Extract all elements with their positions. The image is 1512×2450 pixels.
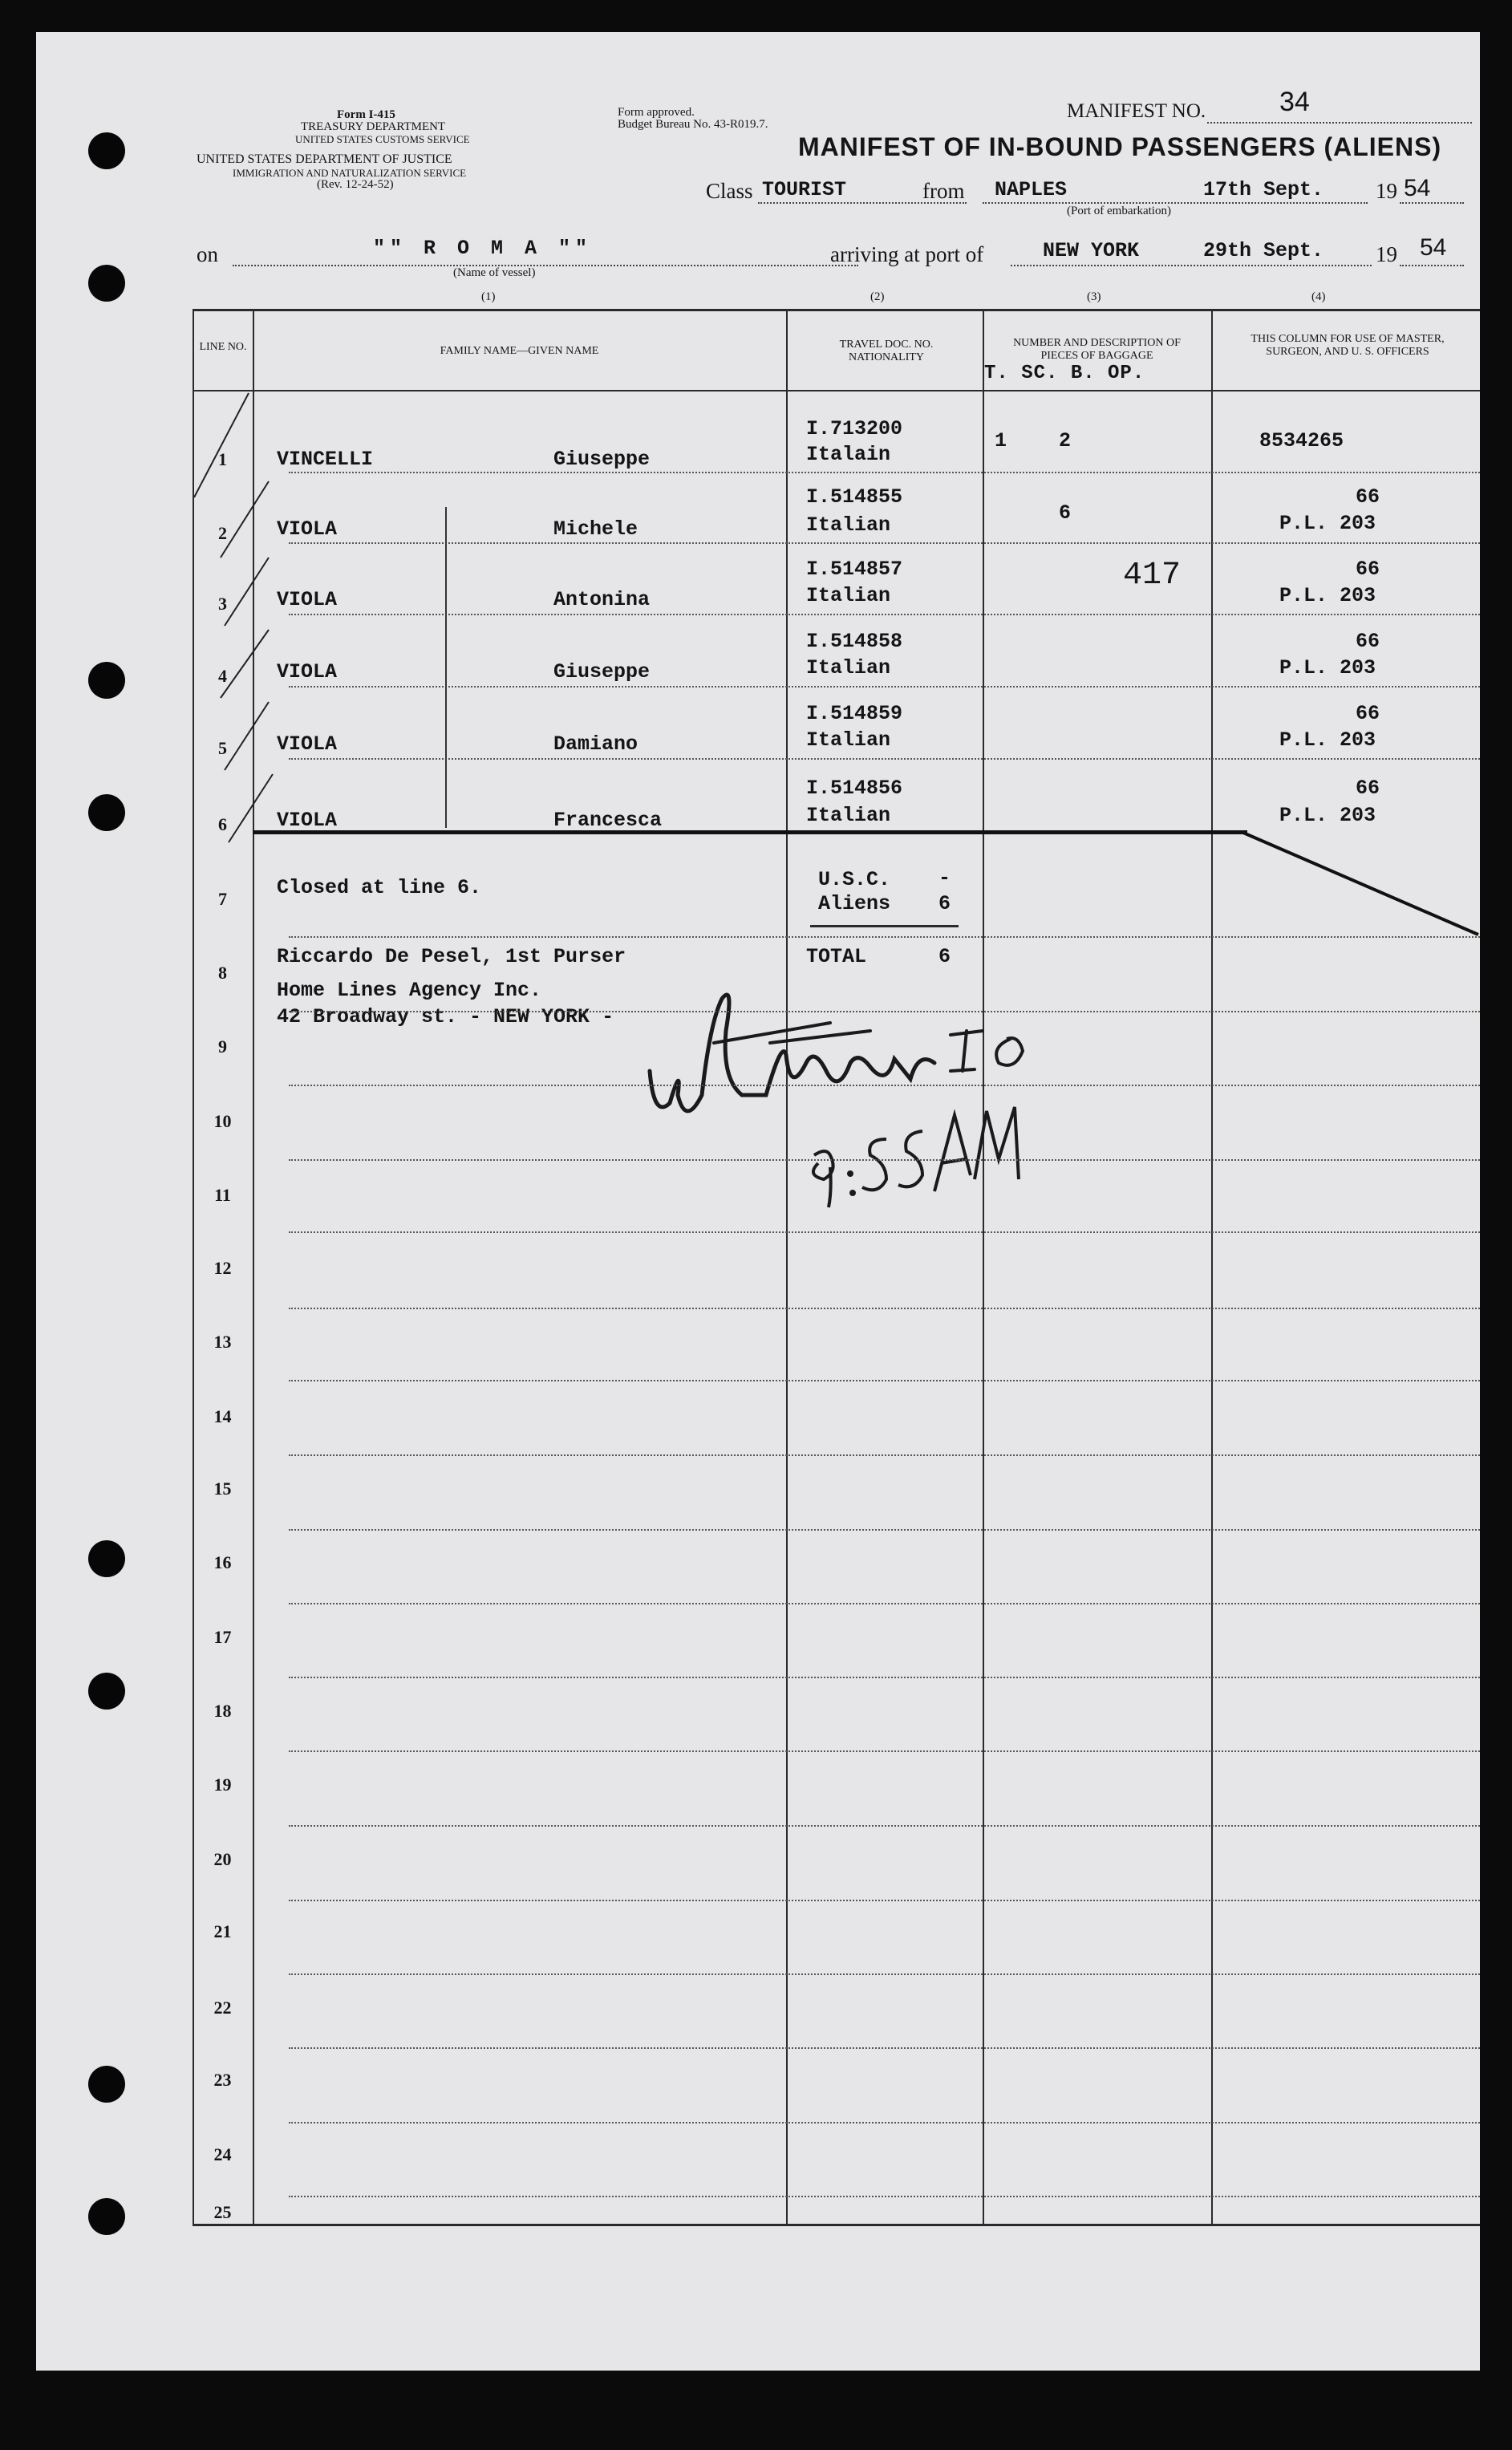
usc-label: U.S.C. <box>818 868 891 891</box>
agency: Home Lines Agency Inc. <box>277 979 542 1002</box>
line-no-header: LINE NO. <box>199 341 247 353</box>
class-label: Class <box>706 179 753 203</box>
line-number: 9 <box>218 1036 227 1057</box>
nationality: Italian <box>806 804 891 827</box>
officer-note-pl: P.L. 203 <box>1279 804 1376 827</box>
line-number: 8 <box>218 963 227 983</box>
officer-note: 66 <box>1356 630 1380 653</box>
officer-note-pl: P.L. 203 <box>1279 584 1376 607</box>
col-num-4: (4) <box>1311 290 1326 303</box>
arrival-port: NEW YORK <box>1043 239 1140 262</box>
line-number: 6 <box>218 814 227 834</box>
line-number: 10 <box>213 1111 232 1131</box>
immigration-service: IMMIGRATION AND NATURALIZATION SERVICE <box>233 167 467 179</box>
officer-note: 66 <box>1356 558 1380 581</box>
officer-note: 66 <box>1356 702 1380 725</box>
nationality: Italian <box>806 584 891 607</box>
travel-doc-no: I.514859 <box>806 702 903 725</box>
baggage-sc: 2 <box>1059 429 1072 452</box>
baggage-subheader: T. SC. B. OP. <box>984 363 1145 384</box>
line-number: 5 <box>218 738 227 758</box>
line-number: 4 <box>218 666 227 686</box>
manifest-number: 34 <box>1279 87 1310 117</box>
total-label: TOTAL <box>806 945 867 968</box>
baggage-header: NUMBER AND DESCRIPTION OF PIECES OF BAGGAGE <box>1013 337 1181 362</box>
vessel-label: (Name of vessel) <box>453 266 536 279</box>
on-label: on <box>197 242 218 266</box>
travel-doc-no: I.514856 <box>806 777 903 800</box>
budget-bureau: Budget Bureau No. 43-R019.7. <box>618 118 768 131</box>
travel-doc-no: I.713200 <box>806 417 903 440</box>
closed-at-line: Closed at line 6. <box>277 876 482 899</box>
line-number: 25 <box>213 2202 232 2222</box>
baggage-t: 1 <box>995 429 1007 452</box>
stamp-417: 417 <box>1123 558 1182 594</box>
form-revision: (Rev. 12-24-52) <box>317 178 394 191</box>
officer-note: 66 <box>1356 777 1380 800</box>
given-name: Giuseppe <box>553 660 651 683</box>
col-num-2: (2) <box>870 290 885 303</box>
baggage-sc: 6 <box>1059 501 1072 525</box>
nationality: Italian <box>806 728 891 752</box>
line-number: 3 <box>218 594 227 614</box>
line-number: 23 <box>213 2070 232 2090</box>
nationality: Italian <box>806 656 891 679</box>
line-number: 7 <box>218 889 227 909</box>
line-number: 16 <box>213 1552 232 1572</box>
manifest-sheet <box>36 32 1480 2371</box>
line-number: 14 <box>213 1406 232 1426</box>
given-name: Antonina <box>553 588 651 611</box>
line-number: 12 <box>213 1258 232 1278</box>
given-name: Damiano <box>553 732 638 756</box>
officers-header: THIS COLUMN FOR USE OF MASTER, SURGEON, AND U. S. OFFICERS <box>1251 333 1445 358</box>
family-name: VIOLA <box>277 809 338 832</box>
line-number: 22 <box>213 1998 232 2018</box>
line-number: 1 <box>218 449 227 469</box>
year-prefix: 19 <box>1376 179 1397 203</box>
line-number: 18 <box>213 1701 232 1721</box>
officer-note: 66 <box>1356 485 1380 509</box>
line-number: 19 <box>213 1775 232 1795</box>
family-name: VINCELLI <box>277 448 374 471</box>
given-name: Giuseppe <box>553 448 651 471</box>
vessel-name: "" R O M A "" <box>373 237 593 260</box>
family-name: VIOLA <box>277 588 338 611</box>
given-name: Francesca <box>553 809 663 832</box>
nationality: Italian <box>806 513 891 537</box>
officer-note: 8534265 <box>1259 429 1344 452</box>
name-header: FAMILY NAME—GIVEN NAME <box>440 345 599 357</box>
given-name: Michele <box>553 517 638 541</box>
justice-dept: UNITED STATES DEPARTMENT OF JUSTICE <box>197 152 452 166</box>
treasury-dept: TREASURY DEPARTMENT <box>301 120 446 133</box>
form-approved: Form approved. <box>618 106 695 119</box>
officer-note-pl: P.L. 203 <box>1279 512 1376 535</box>
form-number: Form I-415 <box>337 108 395 121</box>
nationality: Italain <box>806 443 891 466</box>
arrival-date: 29th Sept. <box>1203 239 1324 262</box>
col-num-1: (1) <box>481 290 496 303</box>
port-of-embarkation-label: (Port of embarkation) <box>1067 205 1171 217</box>
line-number: 15 <box>213 1479 232 1499</box>
usc-value: - <box>938 866 951 890</box>
purser: Riccardo De Pesel, 1st Purser <box>277 945 626 968</box>
line-number: 11 <box>214 1185 231 1205</box>
travel-doc-header: TRAVEL DOC. NO. NATIONALITY <box>839 339 934 363</box>
year-value: 54 <box>1404 175 1431 201</box>
from-label: from <box>922 179 965 203</box>
line-number: 21 <box>213 1921 232 1941</box>
class-value: TOURIST <box>762 178 847 201</box>
aliens-value: 6 <box>938 892 951 915</box>
year2-prefix: 19 <box>1376 242 1397 266</box>
embarkation-port: NAPLES <box>995 178 1068 201</box>
col-num-3: (3) <box>1087 290 1101 303</box>
check-marks <box>36 32 1480 2371</box>
aliens-label: Aliens <box>818 892 891 915</box>
page-title: MANIFEST OF IN-BOUND PASSENGERS (ALIENS) <box>798 132 1442 161</box>
customs-service: UNITED STATES CUSTOMS SERVICE <box>295 133 470 145</box>
travel-doc-no: I.514857 <box>806 558 903 581</box>
line-number: 13 <box>213 1332 232 1352</box>
line-number: 2 <box>218 523 227 543</box>
agency-address: 42 Broadway st. - NEW YORK - <box>277 1005 614 1028</box>
arriving-label: arriving at port of <box>830 242 984 266</box>
year2-value: 54 <box>1420 234 1447 261</box>
officer-note-pl: P.L. 203 <box>1279 728 1376 752</box>
travel-doc-no: I.514858 <box>806 630 903 653</box>
line-number: 24 <box>213 2144 232 2164</box>
manifest-no-label: MANIFEST NO. <box>1067 100 1206 122</box>
family-name: VIOLA <box>277 660 338 683</box>
embarkation-date: 17th Sept. <box>1203 178 1324 201</box>
travel-doc-no: I.514855 <box>806 485 903 509</box>
family-name: VIOLA <box>277 732 338 756</box>
officer-note-pl: P.L. 203 <box>1279 656 1376 679</box>
line-number: 17 <box>213 1627 232 1647</box>
line-number: 20 <box>213 1849 232 1869</box>
total-value: 6 <box>938 945 951 968</box>
family-name: VIOLA <box>277 517 338 541</box>
